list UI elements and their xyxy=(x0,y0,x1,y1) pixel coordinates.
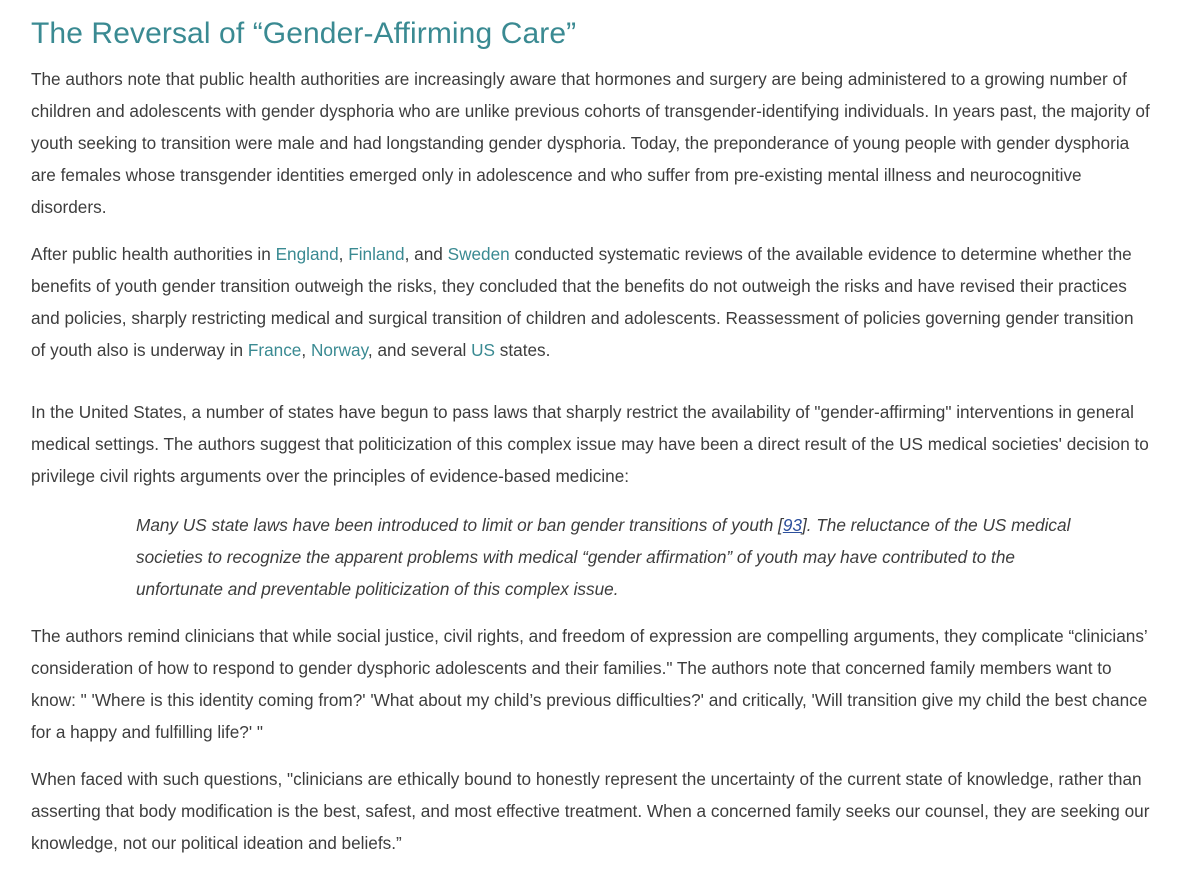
paragraph-intro: The authors note that public health authorities are increasingly aware that hormones and surgery are being administered to a growing number of children and adolescents with gender dysphoria who are unlike previous cohorts of transgender-identifying individuals. In years past, the majority of youth seeking to transition were male and had longstanding gender dysphoria. Today, the preponderance of young people with gender dysphoria are females whose transgender identities emerged only in adolescence and who suffer from pre-existing mental illness and neurocognitive disorders. xyxy=(31,69,1150,217)
paragraph-text: , and xyxy=(404,244,448,264)
paragraph-questions: When faced with such questions, "clinicians are ethically bound to honestly represent the uncertainty of the current state of knowledge, rather than asserting that body modification is the best, safest, and most effective treatment. When a concerned family seeks our counsel, they are seeking our knowledge, not our political ideation and beliefs.” xyxy=(31,769,1150,853)
article-title: The Reversal of “Gender-Affirming Care” xyxy=(31,17,577,50)
quote-text: ]. The reluctance of the US medical societies to recognize the apparent problems with medical “gender affirmation” of youth may have contributed to the unfortunate and preventable politicization of this complex issue. xyxy=(136,515,1071,599)
link-sweden[interactable]: Sweden xyxy=(447,244,510,264)
quote-text: Many US state laws have been introduced to limit or ban gender transitions of youth [ xyxy=(136,515,783,535)
link-finland[interactable]: Finland xyxy=(348,244,405,264)
article xyxy=(31,0,1151,859)
paragraph-text: states. xyxy=(495,340,551,360)
link-us[interactable]: US xyxy=(471,340,495,360)
paragraph-text: After public health authorities in xyxy=(31,244,276,264)
link-france[interactable]: France xyxy=(247,340,302,360)
paragraph-reviews xyxy=(31,238,1151,366)
paragraph-text: conducted systematic reviews of the available evidence to determine whether the benefits of youth gender transition outweigh the risks, they concluded that the benefits do not outweigh the risks and have revised their practices and policies, sharply restricting medical and surgical transition of children and adolescents. Reassessment of policies governing gender transition of youth also is underway in xyxy=(31,244,1134,360)
block-quote xyxy=(136,509,1096,605)
link-england[interactable]: England xyxy=(275,244,339,264)
paragraph-text: , xyxy=(301,340,311,360)
reference-link-93[interactable]: 93 xyxy=(782,515,802,535)
paragraph-clinicians: The authors remind clinicians that while social justice, civil rights, and freedom of expression are compelling arguments, they complicate “clinicians’ consideration of how to respond to gender dysphoric adolescents and their families." The authors note that concerned family members want to know: " 'Where is this identity coming from?' 'What about my child’s previous difficulties?' and critically, 'Will transition give my child the best chance for a happy and fulfilling life?' " xyxy=(31,626,1148,742)
paragraph-text: , xyxy=(338,244,349,264)
link-norway[interactable]: Norway xyxy=(310,340,368,360)
paragraph-text: , and several xyxy=(367,340,472,360)
paragraph-us-laws: In the United States, a number of states have begun to pass laws that sharply restrict the availability of "gender-affirming" interventions in general medical settings. The authors suggest that politicization of this complex issue may have been a direct result of the US medical societies' decision to privilege civil rights arguments over the principles of evidence-based medicine: xyxy=(31,402,1149,486)
